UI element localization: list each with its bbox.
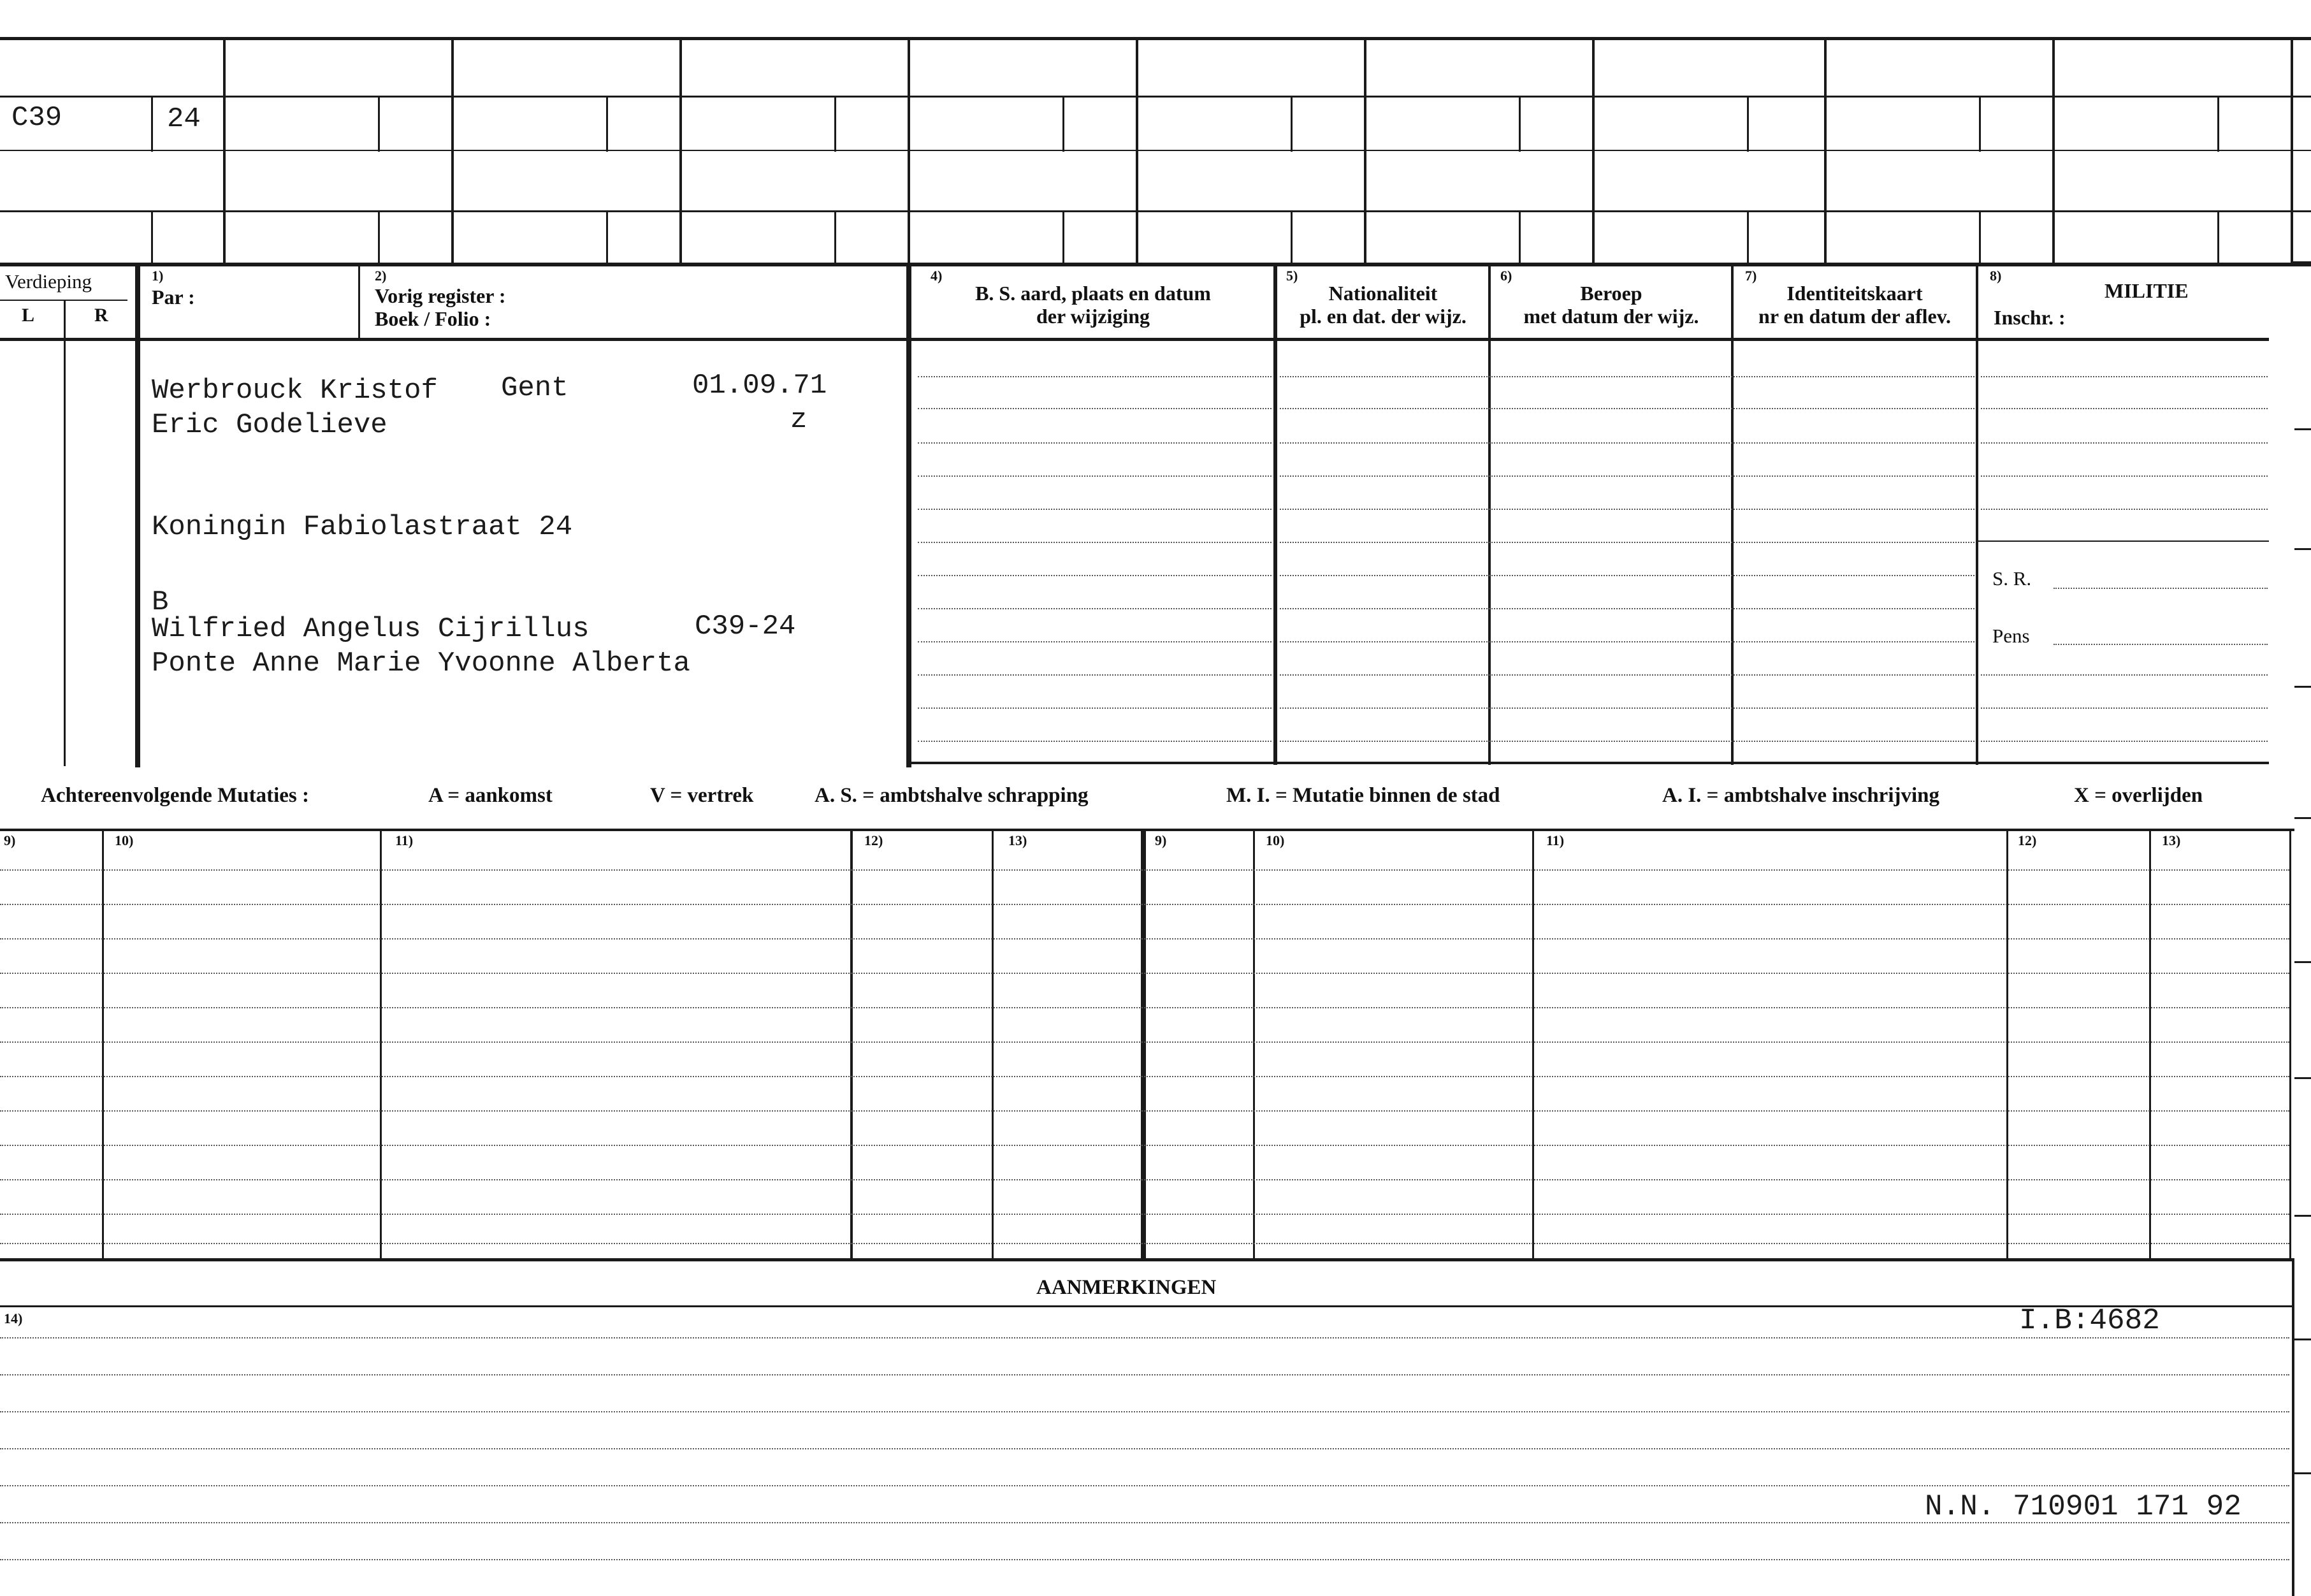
aanmerkingen-num: 14) [4,1310,23,1326]
col6-header [1491,282,1732,328]
verdieping-label: Verdieping [5,270,92,293]
col2-line2: Boek / Folio : [375,307,491,330]
entry-address: Koningin Fabiolastraat 24 [152,511,573,543]
militie-pens-label: Pens [1992,625,2030,647]
col5-header [1277,282,1489,328]
mut-col-11b: 11) [1546,832,1565,848]
mut-col-13a: 13) [1008,832,1027,848]
militie-sr-label: S. R. [1992,567,2032,590]
col4-num: 4) [931,268,943,284]
ib-number: I.B:4682 [2019,1304,2160,1337]
col8-num: 8) [1990,268,2002,284]
mutatie-v: V = vertrek [650,784,754,807]
mutatie-ai: A. I. = ambtshalve inschrijving [1662,784,1940,807]
col4-line1: B. S. aard, plaats en datum [975,282,1211,305]
entry-parent1: Wilfried Angelus Cijrillus [152,613,590,645]
entry-place: Gent [501,372,569,404]
col5-num: 5) [1286,268,1298,284]
mut-col-9b: 9) [1155,832,1167,848]
mut-col-9a: 9) [4,832,16,848]
entry-name2: Eric Godelieve [152,409,388,441]
col7-num: 7) [1745,268,1757,284]
verdieping-right: R [94,305,108,326]
col6-num: 6) [1500,268,1512,284]
col5-line1: Nationaliteit [1328,282,1438,305]
entry-b: B [152,586,169,618]
top-code: C39 [11,102,62,134]
entry-parent2: Ponte Anne Marie Yvoonne Alberta [152,648,690,679]
mutatie-mi: M. I. = Mutatie binnen de stad [1226,784,1500,807]
col7-line1: Identiteitskaart [1786,282,1923,305]
col6-line2: met datum der wijz. [1523,305,1699,328]
entry-sex: z [790,404,808,436]
col7-line2: nr en datum der aflev. [1758,305,1951,328]
verdieping-left: L [22,305,35,326]
entry-date: 01.09.71 [692,370,827,402]
entry-ref: C39-24 [695,611,796,642]
militie-title: MILITIE [2105,279,2189,302]
col4-header [913,282,1273,328]
col5-line2: pl. en dat. der wijz. [1300,305,1467,328]
aanmerkingen-title: AANMERKINGEN [1036,1276,1217,1299]
mut-col-13b: 13) [2162,832,2181,848]
top-number: 24 [167,103,201,135]
mutatie-a: A = aankomst [428,784,553,807]
col7-header [1734,282,1976,328]
mutaties-label: Achtereenvolgende Mutaties : [41,784,309,807]
col1-label: Par : [152,286,195,308]
mut-col-12a: 12) [864,832,883,848]
col2-line1: Vorig register : [375,284,506,307]
mutatie-as: A. S. = ambtshalve schrapping [815,784,1089,807]
mut-col-11a: 11) [395,832,414,848]
mut-col-10b: 10) [1266,832,1285,848]
mut-col-10a: 10) [115,832,134,848]
col2-num: 2) [375,268,387,284]
militie-inschr: Inschr. : [1994,306,2066,329]
entry-name1: Werbrouck Kristof [152,375,438,407]
col4-line2: der wijziging [1036,305,1150,328]
mut-col-12b: 12) [2018,832,2037,848]
nn-number: N.N. 710901 171 92 [1925,1490,2242,1523]
col1-num: 1) [152,268,164,284]
mutatie-x: X = overlijden [2074,784,2203,807]
col6-line1: Beroep [1580,282,1642,305]
